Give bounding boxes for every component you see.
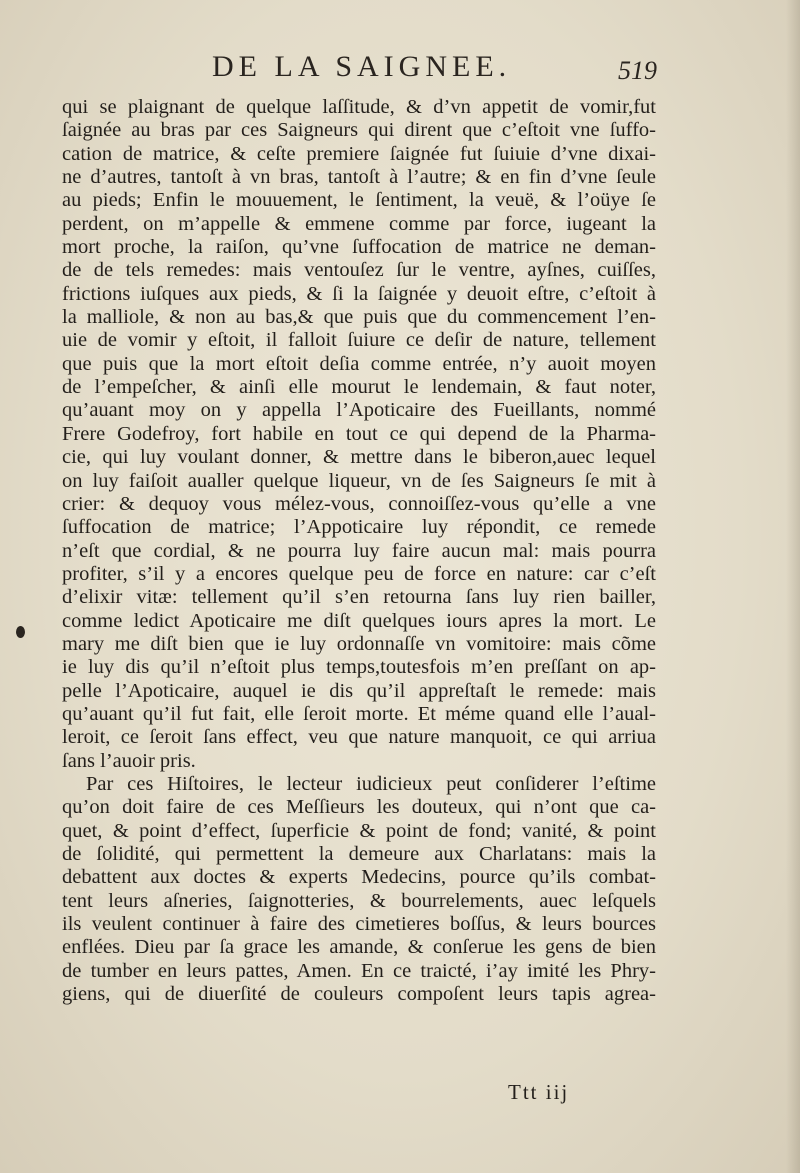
margin-mark-icon — [16, 626, 25, 638]
text-line: cie, qui luy voulant donner, & mettre dans le biberon,auec lequel — [62, 446, 656, 469]
text-line: perdent, on m’appelle & emmene comme par force, iugeant la — [62, 212, 656, 235]
text-line: qu’auant qu’il fut fait, elle ſeroit morte. Et méme quand elle l’aual- — [62, 702, 656, 725]
text-line: ſans l’auoir pris. — [62, 749, 196, 772]
text-line: de ſolidité, qui permettent la demeure aux Charlatans: mais la — [62, 843, 656, 865]
text-line: que puis que la mort eſtoit deſia comme entrée, n’y auoit moyen — [62, 352, 656, 375]
text-line: tent leurs aſneries, ſaignotteries, & bourrelements, auec leſquels — [62, 889, 656, 912]
text-line: ie luy dis qu’il n’eſtoit plus temps,toutesfois m’en preſſant on ap- — [62, 656, 656, 679]
text-line: uie de vomir y eſtoit, il falloit ſuiure ce deſir de nature, tellement — [62, 329, 656, 352]
page-number: 519 — [618, 56, 657, 85]
text-line: la malliole, & non au bas,& que puis que du commencement l’en- — [62, 306, 656, 329]
text-line: qu’auant moy on y appella l’Apoticaire des Fueillants, nommé — [62, 399, 656, 422]
text-line: crier: & dequoy vous mélez-vous, connoiſſez-vous qu’elle a vne — [62, 492, 656, 515]
running-title: DE LA SAIGNEE. — [212, 50, 512, 83]
text-line: profiter, s’il y a encores quelque peu de force en nature: car c’eſt — [62, 562, 656, 585]
text-line: debattent aux doctes & experts Medecins, pource qu’ils combat- — [62, 866, 656, 889]
text-line: pelle l’Apoticaire, auquel ie dis qu’il appreſtaſt le remede: mais — [62, 679, 656, 702]
page-header — [0, 50, 800, 94]
text-line: giens, qui de diuerſité de couleurs compoſent leurs tapis agrea- — [62, 983, 656, 1006]
body-text — [62, 96, 656, 1006]
text-line: qui se plaignant de quelque laſſitude, & d’vn appetit de vomir,fut — [62, 96, 656, 118]
text-line: on luy faiſoit aualler quelque liqueur, vn de ſes Saigneurs ſe mit à — [62, 469, 656, 492]
text-line: frictions iuſques aux pieds, & ſi la ſaignée y deuoit eſtre, c’eſtoit à — [62, 282, 656, 305]
text-line: cation de matrice, & ceſte premiere ſaignée fut ſuiuie d’vne dixai- — [62, 142, 656, 165]
text-line: d’elixir vitæ: tellement qu’il s’en retourna ſans luy rien bailler, — [62, 586, 656, 609]
text-line: au pieds; Enfin le mouuement, le ſentiment, la veuë, & l’oüye ſe — [62, 189, 656, 212]
text-line: n’eſt que cordial, & ne pourra luy faire aucun mal: mais pourra — [62, 539, 656, 562]
text-line: leroit, ce ſeroit ſans effect, veu que nature manquoit, ce qui arriua — [62, 726, 656, 749]
page-edge-shadow — [786, 0, 800, 1173]
signature-mark: Ttt iij — [508, 1080, 570, 1104]
text-line: de l’empeſcher, & ainſi elle mourut le lendemain, & faut noter, — [62, 376, 656, 399]
text-line: mort proche, la raiſon, qu’vne ſuffocation de matrice ne deman- — [62, 236, 656, 259]
text-line: de de tels remedes: mais ventouſez ſur le ventre, ayſnes, cuiſſes, — [62, 259, 656, 282]
text-line: comme ledict Apoticaire me diſt quelques iours apres la mort. Le — [62, 609, 656, 632]
text-line: de tumber en leurs pattes, Amen. En ce traicté, i’ay imité les Phry- — [62, 959, 656, 982]
text-line: qu’on doit faire de ces Meſſieurs les douteux, qui n’ont que ca- — [62, 796, 656, 819]
text-line: mary me diſt bien que ie luy ordonnaſſe vn vomitoire: mais cõme — [62, 632, 656, 655]
text-line: ſaignée au bras par ces Saigneurs qui dirent que c’eſtoit vne ſuffo- — [62, 119, 656, 142]
text-line: enflées. Dieu par ſa grace les amande, & conſerue les gens de bien — [62, 936, 656, 959]
text-line: Par ces Hiſtoires, le lecteur iudicieux peut conſiderer l’eſtime — [86, 772, 656, 795]
text-line: ils veulent continuer à faire des cimetieres boſſus, & leurs bources — [62, 913, 656, 936]
text-line: Frere Godefroy, fort habile en tout ce qui depend de la Pharma- — [62, 422, 656, 445]
text-line: ne d’autres, tantoſt à vn bras, tantoſt à l’autre; & en fin d’vne ſeule — [62, 166, 656, 189]
text-line: ſuffocation de matrice; l’Appoticaire luy répondit, ce remede — [62, 516, 656, 539]
text-line: quet, & point d’effect, ſuperficie & point de fond; vanité, & point — [62, 819, 656, 842]
